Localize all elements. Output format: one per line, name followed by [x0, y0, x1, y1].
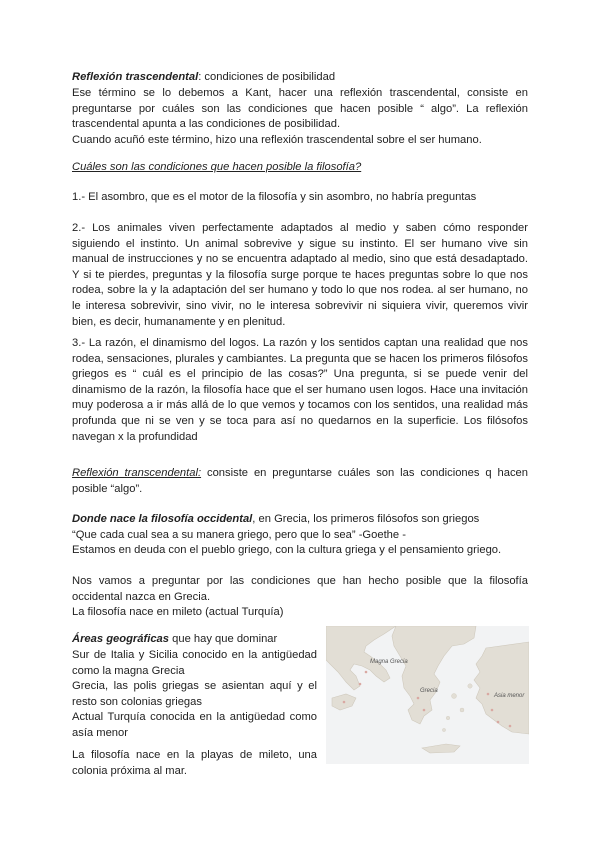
map-label-grecia: Grecia — [420, 688, 438, 694]
ancient-greece-map — [326, 626, 529, 764]
deuda-griega: Estamos en deuda con el pueblo griego, con la cultura griega y el pensamiento griego. — [72, 544, 502, 556]
turquia-asia-menor: Actual Turquía conocida en la antigüedad como asía menor — [72, 711, 317, 739]
origen-title: Donde nace la filosofía occidental — [72, 513, 253, 525]
map-colony-dot — [365, 671, 368, 674]
map-colony-dot — [497, 721, 500, 724]
playas-mileto: La filosofía nace en la playas de mileto, una colonia próxima al mar. — [72, 749, 317, 777]
map-colony-dot — [487, 693, 490, 696]
kant-closing-line: Cuando acuñó este término, hizo una reflexión trascendental sobre el ser humano. — [72, 134, 482, 146]
point-1: 1.- El asombro, que es el motor de la filosofía y sin asombro, no habría preguntas — [72, 191, 477, 203]
map-island — [452, 694, 457, 699]
map-colony-dot — [343, 701, 346, 704]
section-reflexion-heading — [72, 70, 528, 86]
map-colony-dot — [417, 697, 420, 700]
condiciones-paragraph: Nos vamos a preguntar por las condiciones que han hecho posible que la filosofía occidental nazca en Grecia. — [72, 575, 528, 603]
reflexion-title: Reflexión trascendental — [72, 71, 199, 83]
question-text: Cuáles son las condiciones que hacen posible la filosofía? — [72, 161, 362, 173]
reflexion-transcendental-definition — [72, 466, 528, 497]
reflexion-title-rest: : condiciones de posibilidad — [198, 71, 336, 83]
origen-title-rest: , en Grecia, los primeros filósofos son griegos — [252, 513, 480, 525]
map-colony-dot — [423, 709, 426, 712]
areas-title: Áreas geográficas — [72, 633, 170, 645]
italia-sicilia: Sur de Italia y Sicilia conocido en la antigüedad como la magna Grecia — [72, 649, 317, 677]
point-3: 3.- La razón, el dinamismo del logos. La razón y los sentidos captan una realidad que nos rodea, sensaciones, plurales y cambiantes. La pregunta que se hacen los primeros filósofos griegos es “ cuál es el principio de las cosas?” Una pregunta, si se puede venir del dinamismo de la razón, la filosofía hace que el ser humano usen logos. Hace una invitación muy poderosa a ir más allá de lo que vemos y tocamos con los sentidos, una realidad más profunda que ni se ven y se toca para así no quedarnos en la superficie. Los filósofos navegan x la profundidad — [72, 337, 528, 443]
areas-title-rest: que hay que dominar — [169, 633, 278, 645]
origen-filosofia-heading — [72, 512, 528, 528]
map-island — [468, 684, 472, 688]
kant-paragraph: Ese término se lo debemos a Kant, hacer una reflexión trascendental, consiste en preguntarse por cuáles son las condiciones que hacen posible “ algo”. La reflexión trascendental apunta a las condiciones de posibilidad. — [72, 87, 528, 131]
map-colony-dot — [491, 709, 494, 712]
map-label-magna-grecia: Magna Grecia — [370, 659, 408, 665]
map-colony-dot — [359, 683, 362, 686]
reflexion-transcendental-title: Reflexión transcendental: — [72, 467, 202, 479]
question-heading — [72, 160, 528, 176]
map-colony-dot — [509, 725, 512, 728]
map-label-asia-menor: Asia menor — [494, 693, 525, 699]
goethe-quote: “Que cada cual sea a su manera griego, pero que lo sea” -Goethe - — [72, 529, 406, 541]
map-island — [442, 728, 445, 731]
areas-heading — [72, 632, 317, 648]
point-2: 2.- Los animales viven perfectamente adaptados al medio y saben cómo responder siguiendo el instinto. Un animal sobrevive y sigue su instinto. El ser humano vive sin manual de instrucciones y no se encuentra adaptado al medio, sino que está desadaptado. Y si te pierdes, preguntas y la filosofía surge porque te haces preguntas sobre lo que nos rodea, sobre la y la adaptación del ser humano y todo lo que nos rodea. al ser humano, no le interesa sobrevivir, sino vivir, no le interesa sobrevivir ni siquiera vivir, queremos vivir bien, es decir, humanamente y en plenitud. — [72, 222, 528, 328]
grecia-polis: Grecia, las polis griegas se asientan aquí y el resto son colonias griegas — [72, 680, 317, 708]
mileto-line: La filosofía nace en mileto (actual Turquía) — [72, 606, 284, 618]
map-island — [446, 716, 450, 720]
reflexion-transcendental-text: consiste en preguntarse cuáles son las condiciones q hacen posible “algo”. — [72, 467, 528, 495]
map-island — [460, 708, 464, 712]
